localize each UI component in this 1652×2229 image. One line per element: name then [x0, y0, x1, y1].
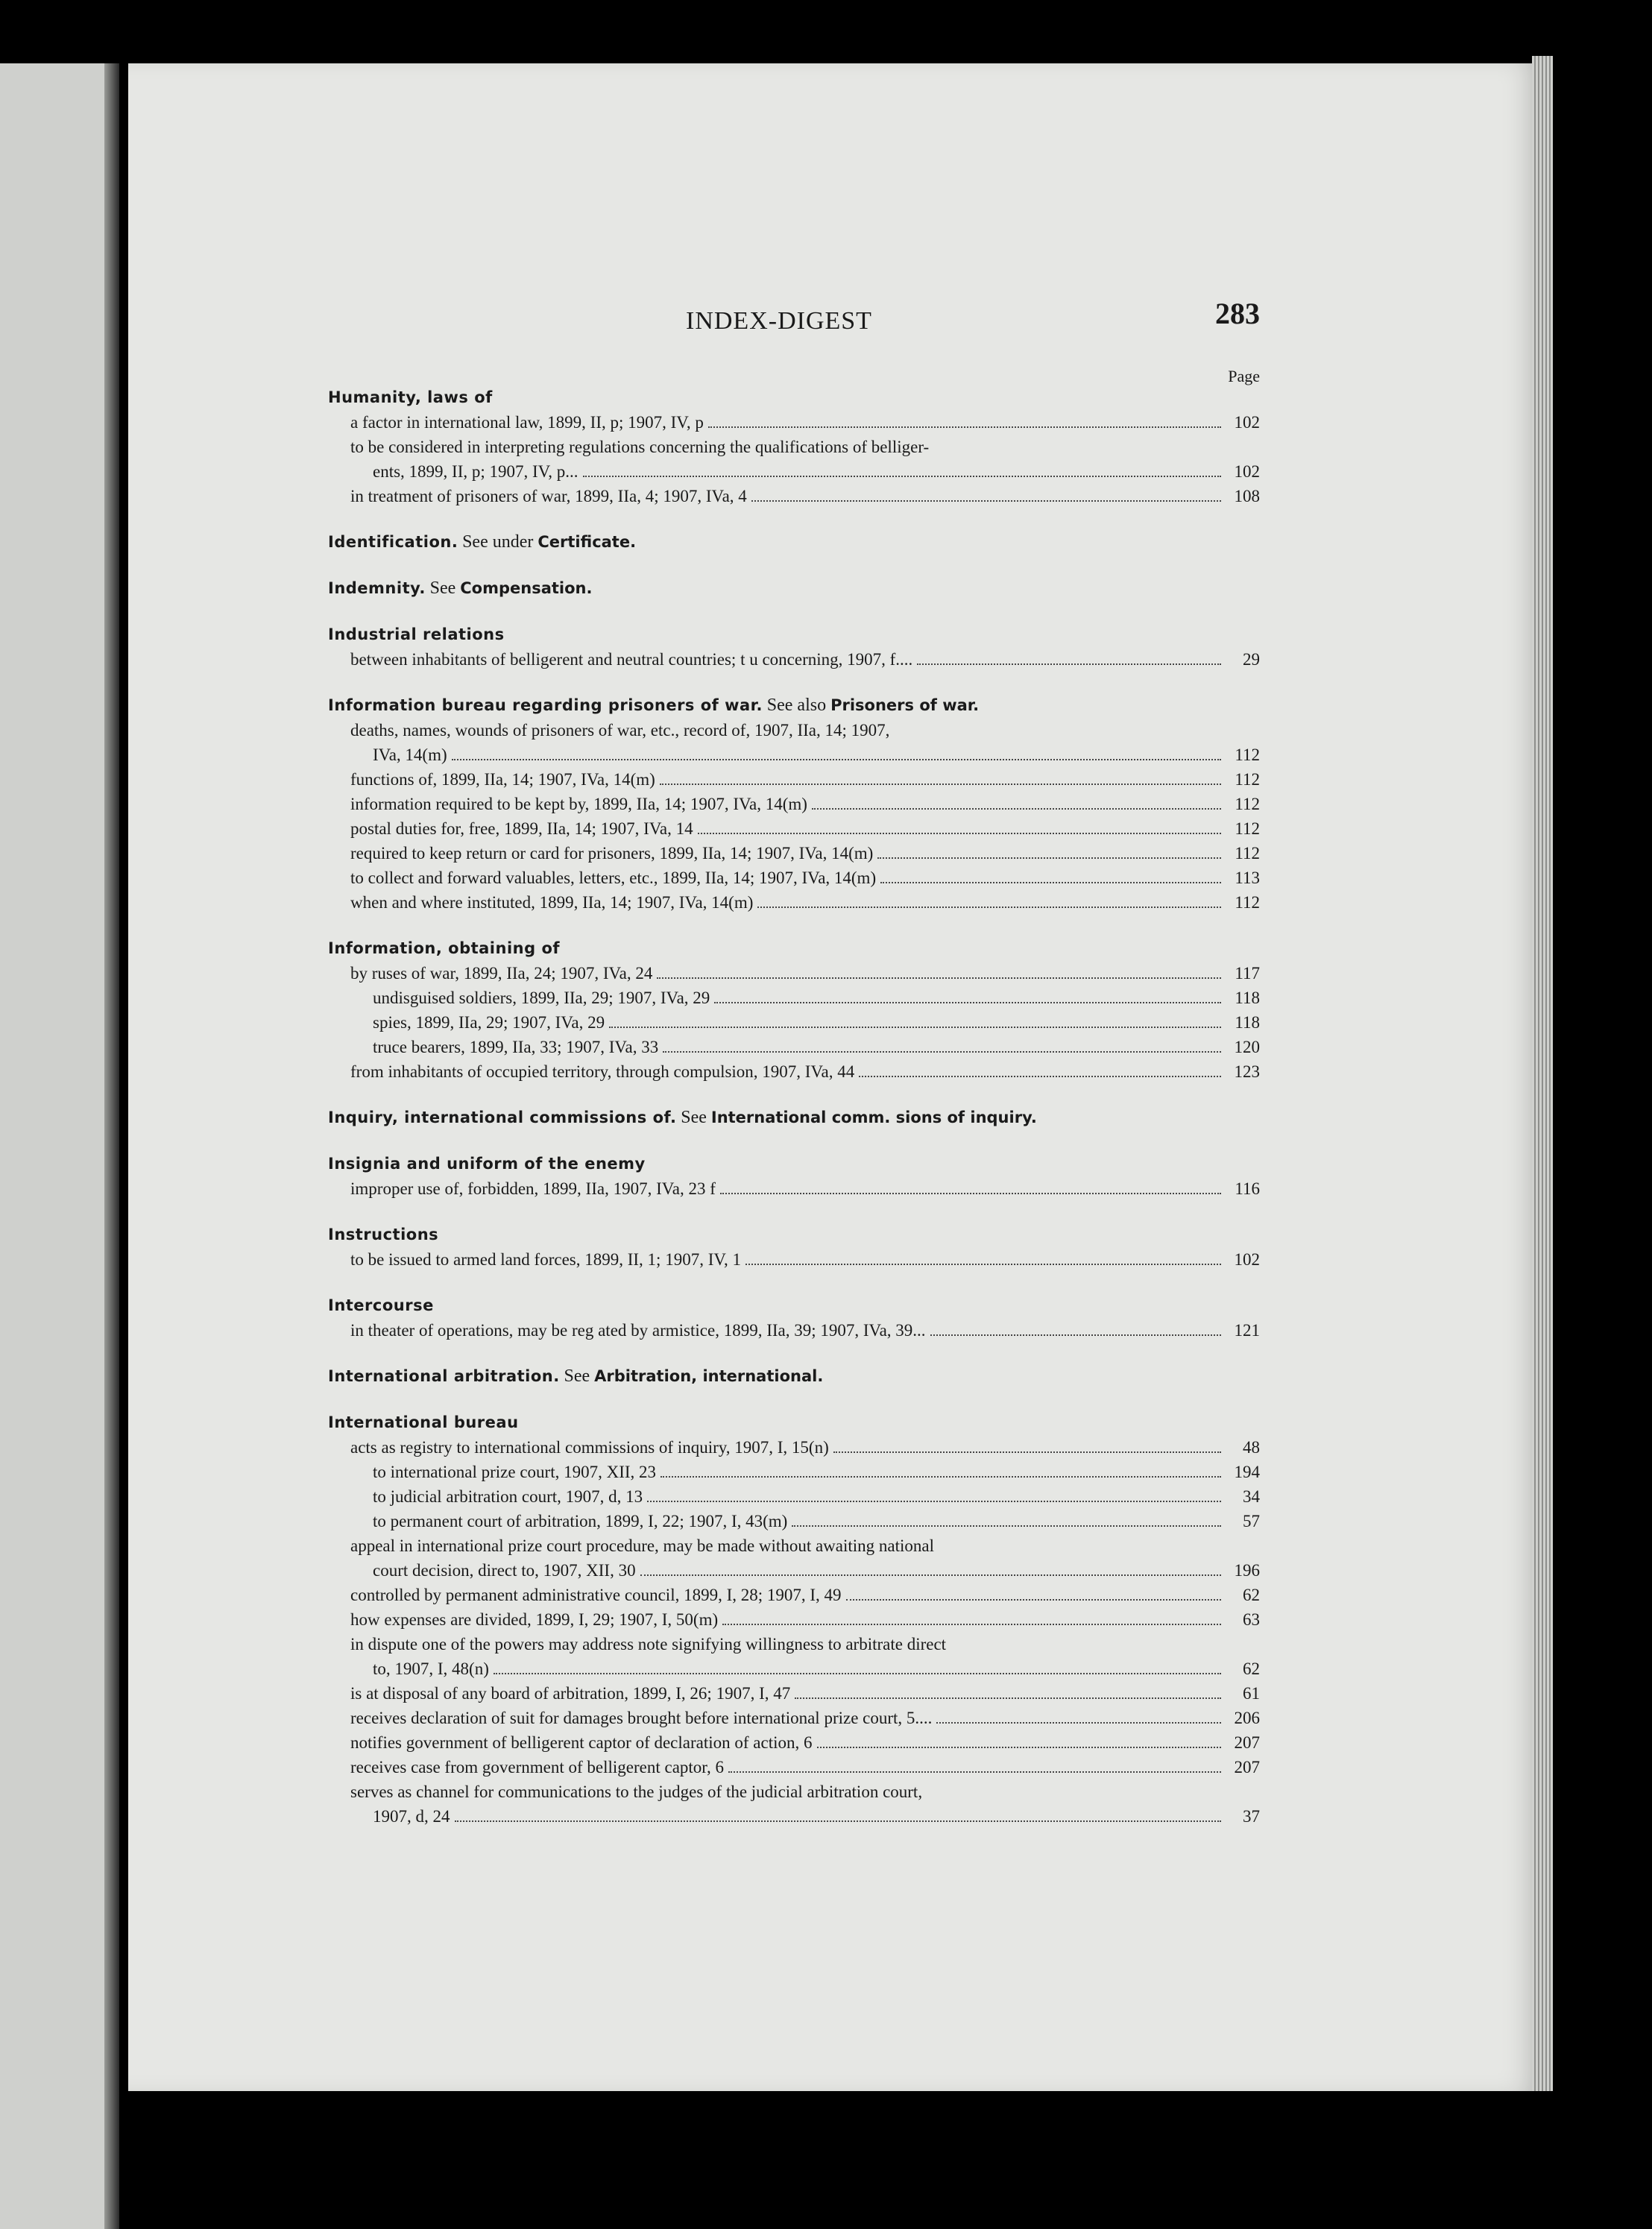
- index-line: [328, 718, 1260, 743]
- index-page-ref: 29: [1243, 650, 1260, 669]
- entry-heading: Intercourse: [328, 1296, 434, 1314]
- index-line: [328, 1558, 1260, 1583]
- dot-leader: [877, 857, 1221, 859]
- dot-leader: [792, 1525, 1221, 1527]
- index-line-text: required to keep return or card for prisoners, 1899, IIa, 14; 1907, IVa, 14(m): [350, 844, 874, 863]
- index-line-text: controlled by permanent administrative council, 1899, I, 28; 1907, I, 49: [350, 1586, 842, 1604]
- index-line-text: to, 1907, I, 48(n): [373, 1659, 489, 1678]
- index-line-text: is at disposal of any board of arbitration, 1899, I, 26; 1907, I, 47: [350, 1684, 791, 1703]
- index-line: [328, 435, 1260, 459]
- index-line-text: to collect and forward valuables, letters, etc., 1899, IIa, 14; 1907, IVa, 14(m): [350, 868, 877, 887]
- index-line: [328, 1318, 1260, 1343]
- index-entry: [328, 1222, 1260, 1272]
- index-line-text: between inhabitants of belligerent and neutral countries; t u concerning, 1907, f....: [350, 650, 913, 669]
- running-title: INDEX-DIGEST: [686, 307, 872, 335]
- dot-leader: [751, 500, 1221, 502]
- index-line-text: when and where instituted, 1899, IIa, 14; 1907, IVa, 14(m): [350, 893, 754, 912]
- index-page-ref: 121: [1234, 1321, 1260, 1340]
- index-line-text: a factor in international law, 1899, II, p; 1907, IV, p: [350, 413, 704, 432]
- index-line: [328, 1755, 1260, 1779]
- dot-leader: [917, 663, 1221, 665]
- index-page-ref: 120: [1234, 1038, 1260, 1056]
- index-entry: [328, 622, 1260, 672]
- entry-heading-line: [328, 385, 1260, 410]
- index-line: [328, 743, 1260, 767]
- index-line: [328, 410, 1260, 435]
- index-line-text: to judicial arbitration court, 1907, d, 13: [373, 1487, 643, 1506]
- index-page-ref: 113: [1235, 868, 1260, 887]
- index-line-text: to be issued to armed land forces, 1899, II, 1; 1907, IV, 1: [350, 1250, 742, 1269]
- index-line: [328, 1460, 1260, 1484]
- index-line: [328, 1607, 1260, 1632]
- index-line-text: from inhabitants of occupied territory, through compulsion, 1907, IVa, 44: [350, 1062, 855, 1081]
- cross-reference: Compensation.: [460, 579, 593, 597]
- dot-leader: [583, 476, 1221, 477]
- index-line-text: deaths, names, wounds of prisoners of war, etc., record of, 1907, IIa, 14; 1907,: [350, 721, 890, 740]
- dot-leader: [452, 759, 1221, 760]
- index-page-ref: 117: [1235, 964, 1260, 983]
- index-page-ref: 206: [1234, 1709, 1260, 1727]
- index-entry: [328, 385, 1260, 508]
- index-page-ref: 116: [1235, 1179, 1260, 1198]
- index-line: [328, 866, 1260, 890]
- index-page-ref: 112: [1235, 844, 1260, 863]
- entry-heading: International arbitration.: [328, 1367, 560, 1385]
- see-reference: See under: [462, 532, 538, 552]
- index-page-ref: 57: [1243, 1512, 1260, 1530]
- index-line: [328, 1681, 1260, 1706]
- index-page-ref: 112: [1235, 745, 1260, 764]
- cross-reference: Certificate.: [537, 533, 637, 551]
- index-page-ref: 112: [1235, 770, 1260, 789]
- index-line-text: to be considered in interpreting regulations concerning the qualifications of belliger-: [350, 438, 930, 456]
- index-line: [328, 1706, 1260, 1730]
- index-line-text: in theater of operations, may be reg ated by armistice, 1899, IIa, 39; 1907, IVa, 39...: [350, 1321, 926, 1340]
- dot-leader: [812, 808, 1221, 810]
- index-entry: [328, 576, 1260, 601]
- index-line: [328, 841, 1260, 866]
- index-line-text: IVa, 14(m): [373, 745, 447, 764]
- dot-leader: [455, 1820, 1222, 1822]
- index-page-ref: 108: [1234, 487, 1260, 505]
- index-page-ref: 123: [1234, 1062, 1260, 1081]
- entry-heading-line: [328, 1410, 1260, 1435]
- dot-leader: [795, 1697, 1221, 1699]
- index-line-text: receives case from government of belligerent captor, 6: [350, 1758, 725, 1776]
- index-line: [328, 767, 1260, 792]
- dot-leader: [859, 1076, 1221, 1077]
- entry-heading: Indemnity.: [328, 579, 426, 597]
- index-entry: [328, 1410, 1260, 1829]
- see-reference: See: [681, 1108, 711, 1127]
- dot-leader: [722, 1624, 1221, 1625]
- index-page-ref: 112: [1235, 893, 1260, 912]
- index-line: [328, 1533, 1260, 1558]
- entry-heading: Information bureau regarding prisoners of war.: [328, 696, 763, 714]
- index-line-text: by ruses of war, 1899, IIa, 24; 1907, IVa, 24: [350, 964, 653, 983]
- index-entry: [328, 529, 1260, 555]
- index-line: [328, 1035, 1260, 1059]
- index-line: [328, 792, 1260, 816]
- index-page-ref: 112: [1235, 819, 1260, 838]
- index-line: [328, 459, 1260, 484]
- dot-leader: [494, 1673, 1221, 1674]
- index-page-ref: 118: [1235, 989, 1260, 1007]
- dot-leader: [714, 1002, 1221, 1003]
- cross-reference: International comm. sions of inquiry.: [710, 1109, 1037, 1126]
- index-line-text: to international prize court, 1907, XII, 23: [373, 1463, 657, 1481]
- index-entry: [328, 693, 1260, 915]
- dot-leader: [757, 907, 1221, 908]
- index-line: [328, 961, 1260, 986]
- index-line: [328, 1730, 1260, 1755]
- index-line: [328, 484, 1260, 508]
- index-line: [328, 1435, 1260, 1460]
- left-page-edge: [0, 63, 113, 2229]
- cross-reference: Prisoners of war.: [830, 696, 980, 714]
- index-line-text: notifies government of belligerent captor of declaration of action, 6: [350, 1733, 813, 1752]
- entry-heading-line: [328, 1105, 1260, 1130]
- index-line-text: receives declaration of suit for damages brought before international prize court, 5....: [350, 1709, 933, 1727]
- index-line: [328, 1484, 1260, 1509]
- entry-heading: Instructions: [328, 1226, 439, 1243]
- index-line: [328, 1656, 1260, 1681]
- index-line-text: undisguised soldiers, 1899, IIa, 29; 1907, IVa, 29: [373, 989, 710, 1007]
- entry-heading-line: [328, 529, 1260, 555]
- index-page-ref: 62: [1243, 1659, 1260, 1678]
- index-page-ref: 112: [1235, 795, 1260, 813]
- index-line: [328, 647, 1260, 672]
- entry-heading-line: [328, 1363, 1260, 1389]
- entry-heading: Information, obtaining of: [328, 939, 561, 957]
- entry-heading: Humanity, laws of: [328, 388, 493, 406]
- index-line-text: to permanent court of arbitration, 1899, I, 22; 1907, I, 43(m): [373, 1512, 788, 1530]
- index-entry: [328, 1293, 1260, 1343]
- cross-reference: Arbitration, international.: [594, 1367, 824, 1385]
- index-line-text: truce bearers, 1899, IIa, 33; 1907, IVa, 33: [373, 1038, 659, 1056]
- entry-heading-line: [328, 1293, 1260, 1318]
- entry-heading-line: [328, 576, 1260, 601]
- dot-leader: [833, 1451, 1221, 1453]
- index-line: [328, 1804, 1260, 1829]
- index-page-ref: 207: [1234, 1733, 1260, 1752]
- dot-leader: [660, 784, 1221, 785]
- dot-leader: [708, 426, 1221, 428]
- dot-leader: [930, 1334, 1221, 1336]
- index-line-text: functions of, 1899, IIa, 14; 1907, IVa, 14(m): [350, 770, 655, 789]
- entry-heading: Industrial relations: [328, 625, 505, 643]
- dot-leader: [698, 833, 1221, 834]
- index-line-text: court decision, direct to, 1907, XII, 30: [373, 1561, 636, 1580]
- index-entry: [328, 936, 1260, 1084]
- index-line: [328, 890, 1260, 915]
- index-page-ref: 61: [1243, 1684, 1260, 1703]
- page-number: 283: [1215, 297, 1260, 330]
- dot-leader: [609, 1027, 1221, 1028]
- index-line-text: in dispute one of the powers may address note signifying willingness to arbitrate direct: [350, 1635, 947, 1653]
- index-line: [328, 1176, 1260, 1201]
- entry-heading-line: [328, 693, 1260, 718]
- entry-heading: Insignia and uniform of the enemy: [328, 1155, 646, 1173]
- page-column-label: Page: [1228, 367, 1260, 385]
- index-line-text: 1907, d, 24: [373, 1807, 450, 1826]
- dot-leader: [745, 1264, 1221, 1265]
- index-line: [328, 816, 1260, 841]
- page-content: [328, 298, 1260, 1850]
- index-page-ref: 102: [1234, 1250, 1260, 1269]
- dot-leader: [817, 1747, 1222, 1748]
- dot-leader: [720, 1193, 1221, 1194]
- index-page-ref: 102: [1234, 462, 1260, 481]
- see-reference: See: [564, 1366, 595, 1386]
- index-page-ref: 207: [1234, 1758, 1260, 1776]
- index-line: [328, 1010, 1260, 1035]
- dot-leader: [880, 882, 1221, 883]
- index-line: [328, 1779, 1260, 1804]
- index-entry: [328, 1151, 1260, 1201]
- dot-leader: [936, 1722, 1221, 1724]
- index-entry: [328, 1105, 1260, 1130]
- book-gutter: [104, 63, 119, 2229]
- index-page-ref: 48: [1243, 1438, 1260, 1457]
- see-reference: See also: [766, 696, 831, 715]
- index-line-text: spies, 1899, IIa, 29; 1907, IVa, 29: [373, 1013, 605, 1032]
- dot-leader: [663, 1051, 1221, 1053]
- entry-heading: Inquiry, international commissions of.: [328, 1109, 677, 1126]
- index-page-ref: 62: [1243, 1586, 1260, 1604]
- running-head: [328, 298, 1260, 350]
- index-line-text: information required to be kept by, 1899, IIa, 14; 1907, IVa, 14(m): [350, 795, 807, 813]
- entry-heading-line: [328, 936, 1260, 961]
- entry-heading: International bureau: [328, 1413, 519, 1431]
- dot-leader: [640, 1574, 1221, 1576]
- dot-leader: [846, 1599, 1221, 1601]
- index-line: [328, 986, 1260, 1010]
- dot-leader: [728, 1771, 1221, 1773]
- index-page-ref: 34: [1243, 1487, 1260, 1506]
- dot-leader: [661, 1476, 1221, 1478]
- dot-leader: [647, 1501, 1221, 1502]
- index-line-text: improper use of, forbidden, 1899, IIa, 1907, IVa, 23 f: [350, 1179, 716, 1198]
- see-reference: See: [429, 578, 461, 598]
- entry-heading: Identification.: [328, 533, 458, 551]
- index-line: [328, 1247, 1260, 1272]
- index-line-text: ents, 1899, II, p; 1907, IV, p...: [373, 462, 578, 481]
- entry-heading-line: [328, 622, 1260, 647]
- index-page-ref: 102: [1234, 413, 1260, 432]
- dot-leader: [657, 977, 1221, 979]
- index-line-text: in treatment of prisoners of war, 1899, IIa, 4; 1907, IVa, 4: [350, 487, 747, 505]
- index-line: [328, 1583, 1260, 1607]
- entry-heading-line: [328, 1151, 1260, 1176]
- index-line: [328, 1059, 1260, 1084]
- index-page-ref: 37: [1243, 1807, 1260, 1826]
- index-page-ref: 118: [1235, 1013, 1260, 1032]
- index-page-ref: 63: [1243, 1610, 1260, 1629]
- index-entry: [328, 1363, 1260, 1389]
- index-line-text: acts as registry to international commissions of inquiry, 1907, I, 15(n): [350, 1438, 829, 1457]
- index-page-ref: 194: [1234, 1463, 1260, 1481]
- index-line-text: postal duties for, free, 1899, IIa, 14; 1907, IVa, 14: [350, 819, 693, 838]
- index-page-ref: 196: [1234, 1561, 1260, 1580]
- index-line: [328, 1509, 1260, 1533]
- entry-heading-line: [328, 1222, 1260, 1247]
- page-stack-edge: [1532, 56, 1553, 2091]
- index-entries: [328, 385, 1260, 1829]
- index-line: [328, 1632, 1260, 1656]
- index-line-text: how expenses are divided, 1899, I, 29; 1907, I, 50(m): [350, 1610, 719, 1629]
- index-line-text: serves as channel for communications to the judges of the judicial arbitration court,: [350, 1782, 923, 1801]
- index-line-text: appeal in international prize court procedure, may be made without awaiting national: [350, 1536, 934, 1555]
